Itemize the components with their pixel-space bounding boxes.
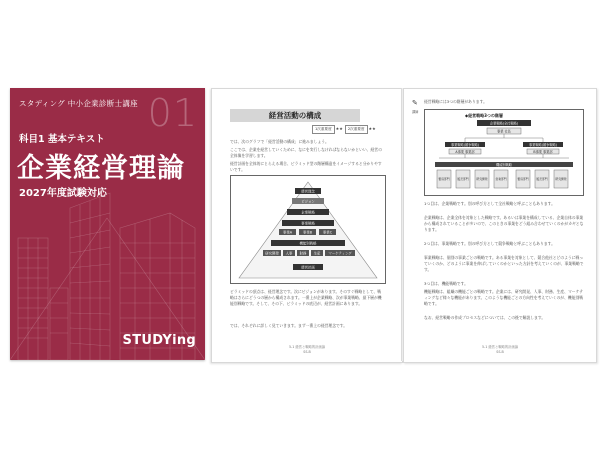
pyramid-tier-1: 経営理念 <box>301 189 315 194</box>
right-para-6: 3つ目は、機能戦略です。 <box>424 281 468 286</box>
right-footer-chapter: 5-1 経営と戦略的計画論 <box>481 345 519 349</box>
cover-subject: 科目1 基本テキスト <box>19 134 105 145</box>
cover-volume-number: 01 <box>147 91 198 135</box>
pen-icon: ✎ <box>412 99 418 107</box>
right-para-4: 2つ目は、事業戦略です。別の呼び方として競争戦略と呼ぶこともあります。 <box>424 241 555 246</box>
figure-func-6: 販売部門 <box>536 177 548 181</box>
left-para-2: ここでは、企業を経営していくために、なにを実行しなければならないかといい、経営の全体像を学習します。 <box>230 147 382 159</box>
studying-logo: STUDYing <box>122 333 196 348</box>
figure-title: ◆経営戦略3つの階層 <box>465 113 503 118</box>
strategy-levels-figure <box>424 109 584 196</box>
pyramid-func-marketing: マーケティング <box>328 251 352 256</box>
tag-second-stars: ★★ <box>368 126 376 131</box>
pyramid-tier-2: ビジョン <box>301 199 315 204</box>
tag-first-stars: ★★ <box>335 126 343 131</box>
figure-level2-b-label: 事業戦略(競争戦略) <box>529 142 557 147</box>
left-para-3: 経営計画を全体的にとらえる場合、ピラミッド型の階層構造をイメージすると分かりやすいです。 <box>230 161 382 173</box>
right-para-3: 企業戦略は、企業全体を対象とした戦略です。あるいは事業を構成している、企業自体の事業から構成されていることが多いので、このときの事業をどう組み合わせていくのかがカギとなります。 <box>424 215 584 233</box>
left-page <box>211 88 403 363</box>
right-para-2: 1つ目は、企業戦略です。別の呼び方として全社戦略と呼ぶこともあります。 <box>424 201 555 206</box>
left-footer-page: SS-B <box>303 349 311 354</box>
pyramid-func-finance: 財務 <box>299 251 307 256</box>
figure-func-2: 販売部門 <box>457 177 469 181</box>
pyramid-func-hr: 人事 <box>285 251 293 256</box>
importance-tags <box>312 125 404 133</box>
pyramid-func-production: 生産 <box>313 251 321 256</box>
tag-second-exam: 2次重要度 <box>345 125 368 134</box>
strategy-levels-diagram <box>425 110 583 195</box>
figure-level1-label: 企業戦略(全社戦略) <box>490 121 518 126</box>
pyramid-business-c: 事業C <box>322 230 333 235</box>
right-para-7: 機能戦略は、組織の機能ごとの戦略です。企業には、研究開発、人事、財務、生産、マーケティングなど様々な機能があります。このような機能ごとの方向性を考えていくのが、機能別戦略です。 <box>424 289 584 307</box>
figure-level1-box: 事業 社長 <box>497 129 511 134</box>
figure-func-1: 製造部門 <box>438 177 450 181</box>
figure-func-4: 営業部門 <box>495 177 507 181</box>
right-footer <box>404 345 596 354</box>
figure-level2-b-box: B事業 事業部 <box>533 149 553 154</box>
open-book <box>211 88 597 361</box>
right-para-8: なお、経営戦略の作成プロセスなどについては、この後で解説します。 <box>424 315 546 320</box>
pyramid-tier-8: 経営計画 <box>301 265 315 270</box>
left-para-1: では、次のグラフで「経営活動の構成」に進みましょう。 <box>230 139 329 144</box>
pyramid-tier-4: 事業戦略 <box>301 221 315 226</box>
pen-label: 講師 <box>412 110 419 114</box>
figure-func-5: 製造部門 <box>517 177 529 181</box>
figure-level2-a-label: 事業戦略(競争戦略) <box>451 142 479 147</box>
left-footer <box>212 345 402 354</box>
left-para-4: ピラミッドの頂点は、経営理念です。次にビジョンがあります。そのすぐ戦略として、戦略はさらにどうつの層から構成されます。一番上が企業戦略、次が事業戦略、最下層が機能別戦略です。そして、その下、ピラミッドの底辺が、経営計画にあります。 <box>230 289 382 307</box>
figure-func-7: 研究開発 <box>555 177 567 181</box>
right-page <box>403 88 597 363</box>
figure-level2-a-box: A事業 事業部 <box>455 149 475 154</box>
right-para-1: 経営戦略には3つの階層があります。 <box>424 99 487 104</box>
pyramid-business-b: 事業B <box>302 230 313 235</box>
left-para-5: では、それぞれに詳しく見ていきます。まず一番上の経営理念です。 <box>230 323 348 328</box>
pyramid-tier-3: 企業戦略 <box>301 210 315 215</box>
pyramid-figure <box>230 175 386 284</box>
pyramid-business-a: 事業A <box>282 230 293 235</box>
tag-first-exam: 1次重要度 <box>312 125 335 134</box>
right-para-5: 事業戦略は、個別の事業ごとの戦略です。ある事業を対象として、競合他社とどのように戦っていくのか、どのように事業を伸ばしていくのかといった方針を考えていくのが、事業戦略です。 <box>424 255 584 273</box>
figure-func-3: 研究開発 <box>476 177 488 181</box>
figure-level3-label: 機能別戦略 <box>496 162 512 167</box>
cover-series: スタディング 中小企業診断士講座 <box>19 99 138 108</box>
left-footer-chapter: 5-1 経営と戦略的計画論 <box>288 345 326 349</box>
cover-exam-year: 2027年度試験対応 <box>19 188 107 199</box>
pyramid-func-rd: 研究開発 <box>265 251 279 256</box>
book-cover <box>10 88 205 360</box>
pyramid-diagram <box>231 176 385 283</box>
right-footer-page: SS-B <box>496 349 504 354</box>
cover-title: 企業経営理論 <box>17 153 185 184</box>
pyramid-tier-6: 機能別戦略 <box>299 241 317 246</box>
section-heading: 経営活動の構成 <box>230 109 360 122</box>
